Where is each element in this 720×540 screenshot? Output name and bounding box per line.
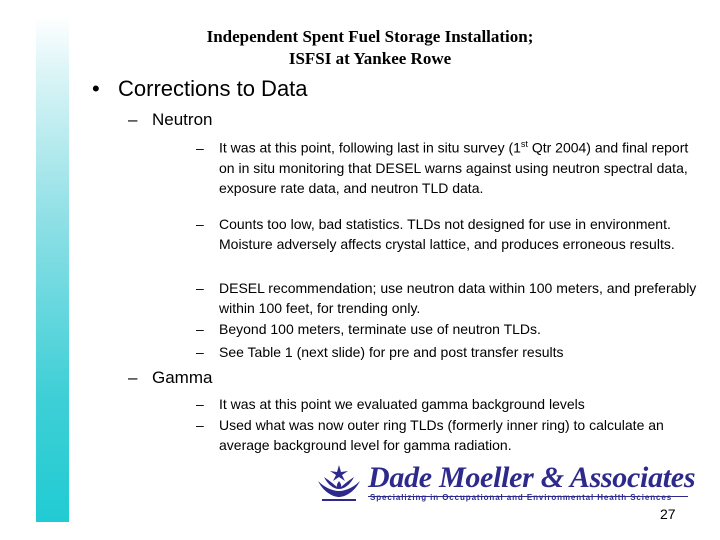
neutron-item-4: – Beyond 100 meters, terminate use of neutron TLDs. bbox=[196, 321, 541, 337]
lotus-flower-icon bbox=[314, 463, 364, 503]
neutron-item-3: – DESEL recommendation; use neutron data within 100 meters, and preferably within 100 feet, for trending only. bbox=[196, 280, 697, 316]
gamma-item-2: – Used what was now outer ring TLDs (formerly inner ring) to calculate an average background level for gamma radiation. bbox=[196, 417, 664, 453]
neutron-item-1: – It was at this point, following last in situ survey (1st Qtr 2004) and final report on in situ monitoring that DESEL warns against using neutron spectral data, exposure rate data, and neutron TLD data. bbox=[196, 139, 689, 196]
neutron-item-2: – Counts too low, bad statistics. TLDs not designed for use in environment. Moisture adversely affects crystal lattice, and produces erroneous results. bbox=[196, 216, 675, 252]
neutron-subheading: – Neutron bbox=[128, 110, 213, 129]
logo-tagline: Specializing in Occupational and Environmental Health Sciences bbox=[370, 493, 673, 502]
slide-title-line2: ISFSI at Yankee Rowe bbox=[288, 49, 452, 68]
main-bullet bbox=[92, 76, 308, 102]
gamma-heading: Gamma bbox=[152, 368, 213, 387]
logo-name: Dade Moeller & Associates bbox=[368, 461, 696, 494]
gamma-item-1: – It was at this point we evaluated gamma background levels bbox=[196, 396, 585, 412]
page-number: 27 bbox=[660, 506, 676, 522]
main-heading: Corrections to Data bbox=[118, 76, 308, 101]
gamma-subheading: – Gamma bbox=[128, 368, 213, 387]
slide-title-line1: Independent Spent Fuel Storage Installation; bbox=[206, 27, 534, 46]
slide-title bbox=[0, 26, 720, 70]
neutron-item-5: – See Table 1 (next slide) for pre and post transfer results bbox=[196, 344, 564, 360]
neutron-heading: Neutron bbox=[152, 110, 213, 129]
bullet-dot-icon: • bbox=[92, 76, 100, 101]
sidebar-gradient-bar bbox=[36, 16, 69, 522]
company-logo bbox=[314, 461, 696, 505]
